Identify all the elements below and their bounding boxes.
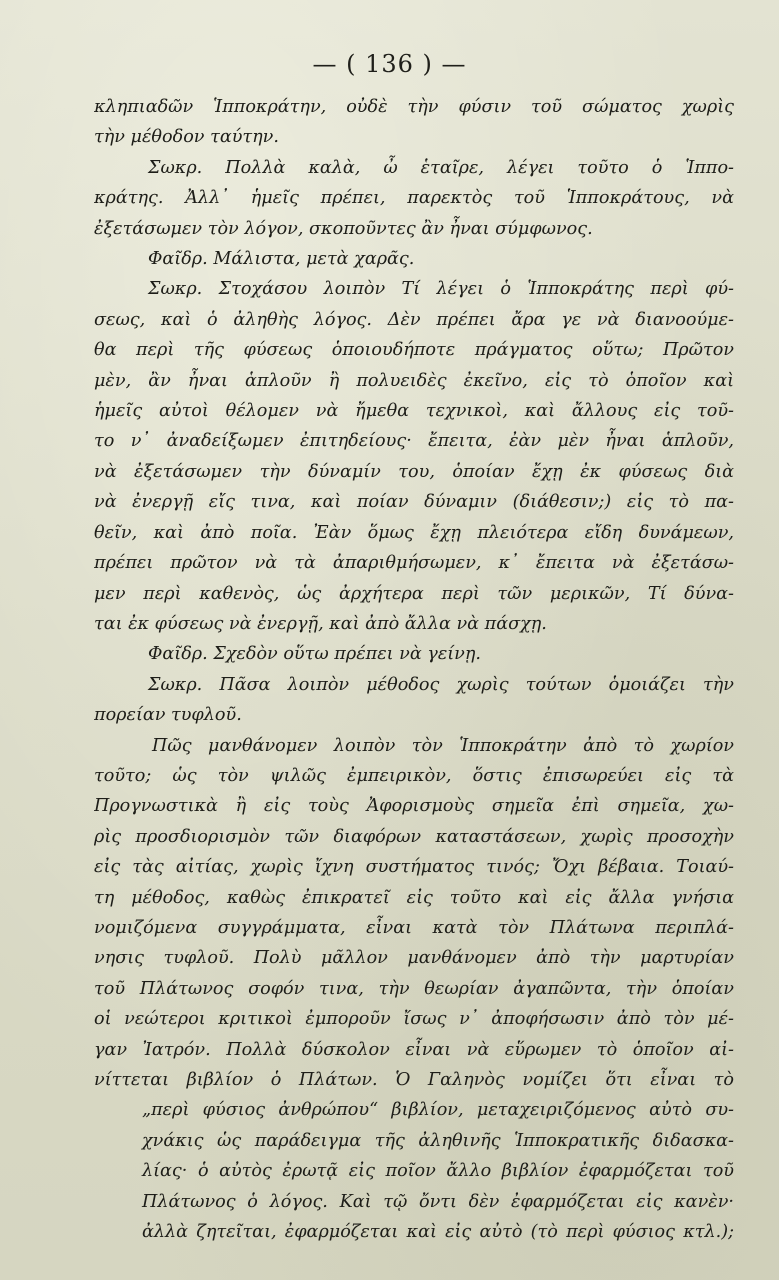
text-line: νίττεται βιβλίον ὁ Πλάτων. Ὁ Γαληνὸς νομίζει ὅτι εἶναι τὸ <box>94 1070 734 1090</box>
text-line: μεν περὶ καθενὸς, ὡς ἀρχήτερα περὶ τῶν μερικῶν, Τί δύνα- <box>94 583 734 604</box>
text-line: χνάκις ὡς παράδειγμα τῆς ἀληθινῆς Ἱπποκρατικῆς διδασκα- <box>142 1130 734 1151</box>
text-line: Προγνωστικὰ ἢ εἰς τοὺς Ἀφορισμοὺς σημεῖα ἐπὶ σημεῖα, χω- <box>94 796 734 817</box>
text-line: Σωκρ. Πολλὰ καλὰ, ὦ ἑταῖρε, λέγει τοῦτο ὁ Ἱππο- <box>148 157 734 178</box>
text-line: νὰ ἐνεργῇ εἴς τινα, καὶ ποίαν δύναμιν (διάθεσιν;) εἰς τὸ πα- <box>94 492 734 513</box>
text-line: οἱ νεώτεροι κριτικοὶ ἐμποροῦν ἴσως ν᾽ ἀποφήσωσιν ἀπὸ τὸν μέ- <box>94 1009 734 1030</box>
text-line: ἐξετάσωμεν τὸν λόγον, σκοποῦντες ἂν ἦναι σύμφωνος. <box>94 218 593 239</box>
text-line: πορείαν τυφλοῦ. <box>94 705 242 726</box>
text-line: νησις τυφλοῦ. Πολὺ μᾶλλον μανθάνομεν ἀπὸ τὴν μαρτυρίαν <box>94 948 734 969</box>
text-line: κληπιαδῶν Ἱπποκράτην, οὐδὲ τὴν φύσιν τοῦ σώματος χωρὶς <box>94 97 734 117</box>
text-line: πρέπει πρῶτον νὰ τὰ ἀπαριθμήσωμεν, κ᾽ ἔπειτα νὰ ἐξετάσω- <box>94 553 734 574</box>
text-line: θεῖν, καὶ ἀπὸ ποῖα. Ἐὰν ὅμως ἔχῃ πλειότερα εἴδη δυνάμεων, <box>94 522 734 543</box>
text-line: Σωκρ. Πᾶσα λοιπὸν μέθοδος χωρὶς τούτων ὁμοιάζει τὴν <box>148 674 734 695</box>
text-line: κράτης. Ἀλλ᾽ ἡμεῖς πρέπει, παρεκτὸς τοῦ Ἱπποκράτους, νὰ <box>94 188 734 209</box>
text-line: Φαῖδρ. Μάλιστα, μετὰ χαρᾶς. <box>148 249 415 270</box>
text-line: „περὶ φύσιος ἀνθρώπου“ βιβλίον, μεταχειριζόμενος αὐτὸ συ- <box>142 1100 734 1121</box>
page-number-header: — ( 136 ) — <box>312 50 467 78</box>
text-line: ἡμεῖς αὐτοὶ θέλομεν νὰ ἤμεθα τεχνικοὶ, καὶ ἄλλους εἰς τοῦ- <box>94 401 734 422</box>
text-line: ται ἐκ φύσεως νὰ ἐνεργῇ, καὶ ἀπὸ ἄλλα νὰ πάσχῃ. <box>94 613 547 634</box>
text-line: το ν᾽ ἀναδείξωμεν ἐπιτηδείους· ἔπειτα, ἐὰν μὲν ἦναι ἁπλοῦν, <box>94 431 734 452</box>
text-line: γαν Ἰατρόν. Πολλὰ δύσκολον εἶναι νὰ εὕρωμεν τὸ ὁποῖον αἰ- <box>94 1039 734 1060</box>
text-line: σεως, καὶ ὁ ἀληθὴς λόγος. Δὲν πρέπει ἄρα γε νὰ διανοούμε- <box>94 309 734 330</box>
text-line: νὰ ἐξετάσωμεν τὴν δύναμίν του, ὁποίαν ἔχῃ ἐκ φύσεως διὰ <box>94 461 734 482</box>
text-line: τοῦ Πλάτωνος σοφόν τινα, τὴν θεωρίαν ἀγαπῶντα, τὴν ὁποίαν <box>94 978 734 999</box>
text-line: Φαῖδρ. Σχεδὸν οὕτω πρέπει νὰ γείνῃ. <box>148 644 481 665</box>
text-line: Σωκρ. Στοχάσου λοιπὸν Τί λέγει ὁ Ἱπποκράτης περὶ φύ- <box>148 279 734 300</box>
text-line: μὲν, ἂν ἦναι ἁπλοῦν ἢ πολυειδὲς ἐκεῖνο, εἰς τὸ ὁποῖον καὶ <box>94 370 734 391</box>
text-line: ρὶς προσδιορισμὸν τῶν διαφόρων καταστάσεων, χωρὶς προσοχὴν <box>94 826 734 847</box>
text-line: νομιζόμενα συγγράμματα, εἶναι κατὰ τὸν Πλάτωνα περιπλά- <box>94 917 734 938</box>
text-line: τὴν μέθοδον ταύτην. <box>94 127 279 148</box>
body-text <box>94 92 734 1247</box>
text-line: τη μέθοδος, καθὼς ἐπικρατεῖ εἰς τοῦτο καὶ εἰς ἄλλα γνήσια <box>94 887 734 908</box>
text-line: τοῦτο; ὡς τὸν ψιλῶς ἐμπειρικὸν, ὅστις ἐπισωρεύει εἰς τὰ <box>94 765 734 786</box>
text-line: ἀλλὰ ζητεῖται, ἐφαρμόζεται καὶ εἰς αὐτὸ (τὸ περὶ φύσιος κτλ.); <box>142 1222 734 1243</box>
text-line: Πῶς μανθάνομεν λοιπὸν τὸν Ἱπποκράτην ἀπὸ τὸ χωρίον <box>152 735 734 756</box>
text-line: θα περὶ τῆς φύσεως ὁποιουδήποτε πράγματος οὕτω; Πρῶτον <box>94 340 734 361</box>
text-line: Πλάτωνος ὁ λόγος. Καὶ τῷ ὄντι δὲν ἐφαρμόζεται εἰς κανὲν· <box>142 1191 734 1212</box>
text-line: εἰς τὰς αἰτίας, χωρὶς ἴχνη συστήματος τινός; Ὄχι βέβαια. Τοιαύ- <box>94 857 734 878</box>
text-line: λίας· ὁ αὐτὸς ἐρωτᾷ εἰς ποῖον ἄλλο βιβλίον ἐφαρμόζεται τοῦ <box>142 1161 734 1182</box>
